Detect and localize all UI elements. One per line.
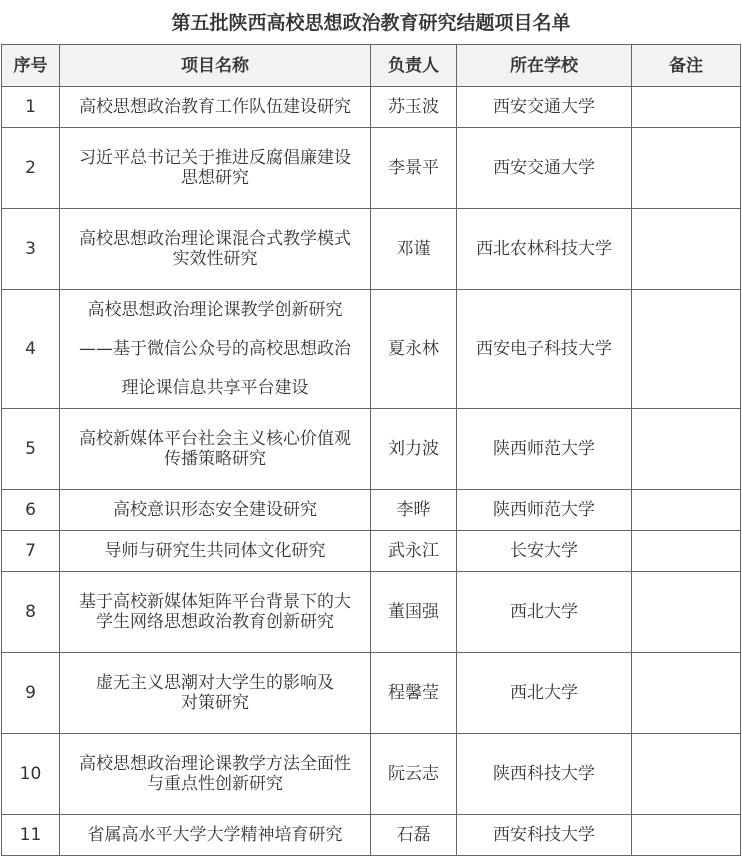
cell-leader: 邓谨 xyxy=(371,209,457,290)
cell-leader: 石磊 xyxy=(371,815,457,856)
cell-project-name xyxy=(60,531,371,572)
project-table xyxy=(1,44,741,856)
project-name-line: 高校新媒体平台社会主义核心价值观 xyxy=(79,429,351,449)
project-name-line: 对策研究 xyxy=(181,693,249,713)
header-note: 备注 xyxy=(632,45,741,87)
cell-project-name xyxy=(60,409,371,490)
table-body xyxy=(2,87,741,856)
cell-no: 3 xyxy=(2,209,60,290)
cell-school: 西安交通大学 xyxy=(457,128,632,209)
cell-school: 西安交通大学 xyxy=(457,87,632,128)
project-name-line: 实效性研究 xyxy=(172,249,258,269)
cell-school: 西北大学 xyxy=(457,572,632,653)
cell-project-name xyxy=(60,653,371,734)
cell-project-name xyxy=(60,209,371,290)
cell-project-name xyxy=(60,490,371,531)
project-name-line: 高校思想政治理论课混合式教学模式 xyxy=(79,229,351,249)
project-name-line: 思想研究 xyxy=(181,168,249,188)
cell-project-name xyxy=(60,572,371,653)
cell-note xyxy=(632,209,741,290)
cell-leader: 李晔 xyxy=(371,490,457,531)
cell-school: 长安大学 xyxy=(457,531,632,572)
project-name-line: 理论课信息共享平台建设 xyxy=(121,377,309,398)
cell-no: 7 xyxy=(2,531,60,572)
cell-project-name xyxy=(60,815,371,856)
project-name-line: 高校思想政治教育工作队伍建设研究 xyxy=(79,97,351,117)
project-name-line: 高校思想政治理论课教学方法全面性 xyxy=(79,754,351,774)
table-row xyxy=(2,209,741,290)
cell-project-name xyxy=(60,290,371,409)
cell-note xyxy=(632,572,741,653)
cell-note xyxy=(632,653,741,734)
cell-leader: 苏玉波 xyxy=(371,87,457,128)
project-name-line: 习近平总书记关于推进反腐倡廉建设 xyxy=(79,148,351,168)
table-row xyxy=(2,290,741,409)
cell-note xyxy=(632,290,741,409)
table-row xyxy=(2,531,741,572)
cell-leader: 董国强 xyxy=(371,572,457,653)
cell-leader: 阮云志 xyxy=(371,734,457,815)
cell-school: 陕西科技大学 xyxy=(457,734,632,815)
cell-no: 2 xyxy=(2,128,60,209)
table-row xyxy=(2,87,741,128)
cell-note xyxy=(632,815,741,856)
header-name: 项目名称 xyxy=(60,45,371,87)
project-name-line: 省属高水平大学大学精神培育研究 xyxy=(87,825,343,845)
cell-school: 西北大学 xyxy=(457,653,632,734)
cell-leader: 程馨莹 xyxy=(371,653,457,734)
cell-no: 1 xyxy=(2,87,60,128)
cell-no: 10 xyxy=(2,734,60,815)
cell-no: 9 xyxy=(2,653,60,734)
cell-leader: 武永江 xyxy=(371,531,457,572)
cell-project-name xyxy=(60,734,371,815)
project-name-line: 高校意识形态安全建设研究 xyxy=(113,500,317,520)
table-row xyxy=(2,572,741,653)
cell-no: 5 xyxy=(2,409,60,490)
cell-project-name xyxy=(60,87,371,128)
cell-school: 西安电子科技大学 xyxy=(457,290,632,409)
cell-no: 4 xyxy=(2,290,60,409)
table-row xyxy=(2,128,741,209)
project-name-line: 与重点性创新研究 xyxy=(147,774,283,794)
page-title: 第五批陕西高校思想政治教育研究结题项目名单 xyxy=(171,12,571,34)
project-name-line: 虚无主义思潮对大学生的影响及 xyxy=(96,673,334,693)
cell-no: 8 xyxy=(2,572,60,653)
cell-note xyxy=(632,87,741,128)
cell-note xyxy=(632,128,741,209)
project-name-line: ——基于微信公众号的高校思想政治 xyxy=(79,338,351,359)
cell-note xyxy=(632,531,741,572)
table-header-row xyxy=(2,45,741,87)
project-name-line: 导师与研究生共同体文化研究 xyxy=(104,541,326,561)
table-row xyxy=(2,490,741,531)
cell-school: 西安科技大学 xyxy=(457,815,632,856)
cell-no: 6 xyxy=(2,490,60,531)
table-row xyxy=(2,653,741,734)
cell-leader: 夏永林 xyxy=(371,290,457,409)
cell-no: 11 xyxy=(2,815,60,856)
project-name-line: 基于高校新媒体矩阵平台背景下的大 xyxy=(79,592,351,612)
cell-project-name xyxy=(60,128,371,209)
project-name-line: 高校思想政治理论课教学创新研究 xyxy=(87,299,343,320)
project-name-line: 传播策略研究 xyxy=(164,449,266,469)
header-no: 序号 xyxy=(2,45,60,87)
header-leader: 负责人 xyxy=(371,45,457,87)
cell-school: 陕西师范大学 xyxy=(457,409,632,490)
cell-leader: 刘力波 xyxy=(371,409,457,490)
cell-note xyxy=(632,409,741,490)
table-row xyxy=(2,409,741,490)
cell-school: 陕西师范大学 xyxy=(457,490,632,531)
cell-leader: 李景平 xyxy=(371,128,457,209)
header-school: 所在学校 xyxy=(457,45,632,87)
table-row xyxy=(2,815,741,856)
cell-note xyxy=(632,734,741,815)
project-name-line: 学生网络思想政治教育创新研究 xyxy=(96,612,334,632)
cell-school: 西北农林科技大学 xyxy=(457,209,632,290)
cell-note xyxy=(632,490,741,531)
table-row xyxy=(2,734,741,815)
